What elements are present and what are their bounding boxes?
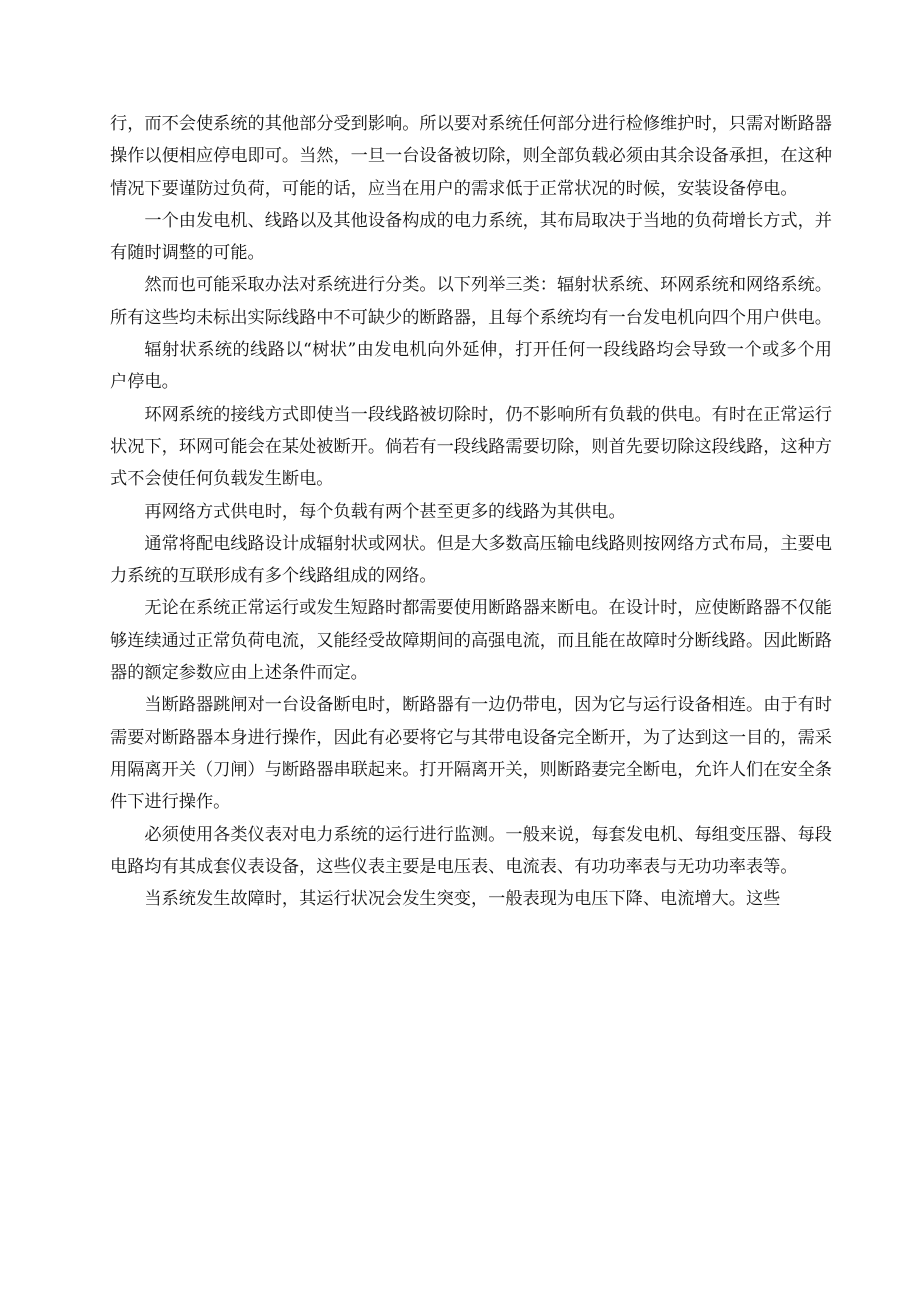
- paragraph: 辐射状系统的线路以“树状”由发电机向外延伸，打开任何一段线路均会导致一个或多个用户停电。: [110, 340, 832, 393]
- paragraph: 无论在系统正常运行或发生短路时都需要使用断路器来断电。在设计时，应使断路器不仅能够连续通过正常负荷电流，又能经受故障期间的高强电流，而且能在故障时分断线路。因此断路器的额定参数应由上述条件而定。: [110, 598, 832, 684]
- paragraph: 再网络方式供电时，每个负载有两个甚至更多的线路为其供电。: [144, 501, 626, 522]
- paragraph: 环网系统的接线方式即使当一段线路被切除时，仍不影响所有负载的供电。有时在正常运行状况下，环网可能会在某处被断开。倘若有一段线路需要切除，则首先要切除这段线路，这种方式不会使任何负载发生断电。: [110, 404, 832, 490]
- document-body: [110, 108, 832, 915]
- paragraph: 一个由发电机、线路以及其他设备构成的电力系统，其布局取决于当地的负荷增长方式，并有随时调整的可能。: [110, 210, 832, 264]
- paragraph: 当系统发生故障时，其运行状况会发生突变，一般表现为电压下降、电流增大。这些: [144, 889, 781, 910]
- paragraph: 行，而不会使系统的其他部分受到影响。所以要对系统任何部分进行检修维护时，只需对断路器操作以便相应停电即可。当然，一旦一台设备被切除，则全部负载必须由其余设备承担，在这种情况下要谨防过负荷，可能的话，应当在用户的需求低于正常状况的时候，安装设备停电。: [110, 114, 832, 199]
- paragraph: 通常将配电线路设计成辐射状或网状。但是大多数高压输电线路则按网络方式布局，主要电力系统的互联形成有多个线路组成的网络。: [110, 533, 832, 587]
- paragraph: 然而也可能采取办法对系统进行分类。以下列举三类：辐射状系统、环网系统和网络系统。所有这些均未标出实际线路中不可缺少的断路器，且每个系统均有一台发电机向四个用户供电。: [110, 275, 832, 328]
- paragraph: 必须使用各类仪表对电力系统的运行进行监测。一般来说，每套发电机、每组变压器、每段电路均有其成套仪表设备，这些仪表主要是电压表、电流表、有功功率表与无功功率表等。: [110, 824, 832, 877]
- paragraph: 当断路器跳闸对一台设备断电时，断路器有一边仍带电，因为它与运行设备相连。由于有时需要对断路器本身进行操作，因此有必要将它与其带电设备完全断开，为了达到这一目的，需采用隔离开关（刀闸）与断路器串联起来。打开隔离开关，则断路妻完全断电，允许人们在安全条件下进行操作。: [110, 695, 832, 813]
